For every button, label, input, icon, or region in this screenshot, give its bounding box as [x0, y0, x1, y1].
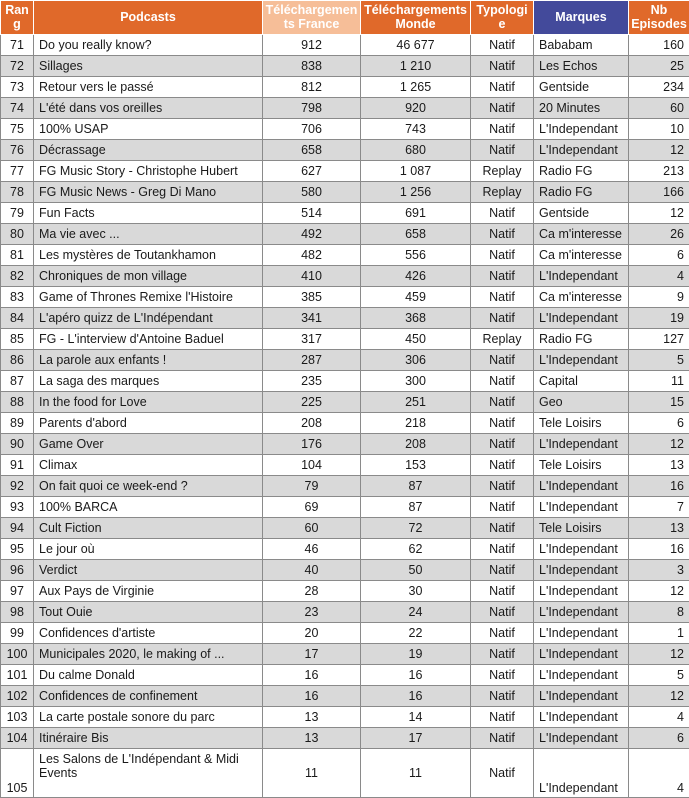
cell-dl_fr: 385 — [263, 287, 361, 308]
cell-marque: Tele Loisirs — [534, 455, 629, 476]
cell-podcast: Sillages — [34, 56, 263, 77]
cell-podcast: Game Over — [34, 434, 263, 455]
cell-marque: L'Independant — [534, 119, 629, 140]
cell-typologie: Natif — [471, 287, 534, 308]
table-row[interactable] — [1, 203, 689, 224]
cell-episodes: 127 — [629, 329, 689, 350]
table-row[interactable] — [1, 182, 689, 203]
cell-dl_fr: 838 — [263, 56, 361, 77]
cell-dl_monde: 251 — [361, 392, 471, 413]
cell-marque: Ca m'interesse — [534, 287, 629, 308]
cell-typologie: Natif — [471, 77, 534, 98]
cell-dl_fr: 341 — [263, 308, 361, 329]
cell-marque: 20 Minutes — [534, 98, 629, 119]
cell-typologie: Natif — [471, 728, 534, 749]
table-row[interactable] — [1, 476, 689, 497]
cell-podcast: La saga des marques — [34, 371, 263, 392]
cell-episodes: 25 — [629, 56, 689, 77]
cell-dl_monde: 306 — [361, 350, 471, 371]
table-row[interactable] — [1, 623, 689, 644]
cell-rang: 105 — [1, 749, 34, 798]
cell-marque: L'Independant — [534, 140, 629, 161]
cell-dl_monde: 46 677 — [361, 35, 471, 56]
cell-rang: 74 — [1, 98, 34, 119]
table-row[interactable] — [1, 518, 689, 539]
cell-episodes: 166 — [629, 182, 689, 203]
cell-rang: 86 — [1, 350, 34, 371]
cell-dl_monde: 1 256 — [361, 182, 471, 203]
cell-episodes: 4 — [629, 266, 689, 287]
table-row[interactable] — [1, 245, 689, 266]
cell-marque: L'Independant — [534, 623, 629, 644]
cell-podcast: Aux Pays de Virginie — [34, 581, 263, 602]
cell-marque: Gentside — [534, 203, 629, 224]
cell-dl_fr: 580 — [263, 182, 361, 203]
cell-marque: Capital — [534, 371, 629, 392]
cell-dl_monde: 17 — [361, 728, 471, 749]
cell-rang: 72 — [1, 56, 34, 77]
cell-dl_fr: 28 — [263, 581, 361, 602]
cell-episodes: 13 — [629, 455, 689, 476]
cell-typologie: Natif — [471, 413, 534, 434]
cell-rang: 73 — [1, 77, 34, 98]
cell-podcast: Game of Thrones Remixe l'Histoire — [34, 287, 263, 308]
cell-typologie: Replay — [471, 329, 534, 350]
cell-dl_fr: 208 — [263, 413, 361, 434]
cell-podcast: Les Salons de L'Indépendant & Midi Events — [34, 749, 263, 798]
cell-rang: 103 — [1, 707, 34, 728]
cell-marque: L'Independant — [534, 350, 629, 371]
cell-typologie: Natif — [471, 497, 534, 518]
cell-dl_monde: 368 — [361, 308, 471, 329]
cell-episodes: 13 — [629, 518, 689, 539]
cell-typologie: Natif — [471, 518, 534, 539]
cell-dl_monde: 14 — [361, 707, 471, 728]
cell-dl_fr: 46 — [263, 539, 361, 560]
cell-episodes: 12 — [629, 434, 689, 455]
cell-episodes: 6 — [629, 728, 689, 749]
cell-rang: 92 — [1, 476, 34, 497]
cell-typologie: Natif — [471, 308, 534, 329]
cell-podcast: Ma vie avec ... — [34, 224, 263, 245]
cell-marque: L'Independant — [534, 749, 629, 798]
cell-marque: L'Independant — [534, 728, 629, 749]
table-row[interactable] — [1, 119, 689, 140]
cell-episodes: 3 — [629, 560, 689, 581]
cell-marque: Les Echos — [534, 56, 629, 77]
cell-dl_monde: 11 — [361, 749, 471, 798]
cell-podcast: Itinéraire Bis — [34, 728, 263, 749]
table-row[interactable] — [1, 224, 689, 245]
cell-rang: 81 — [1, 245, 34, 266]
cell-podcast: Du calme Donald — [34, 665, 263, 686]
cell-marque: Ca m'interesse — [534, 224, 629, 245]
cell-episodes: 16 — [629, 539, 689, 560]
cell-episodes: 8 — [629, 602, 689, 623]
cell-marque: Tele Loisirs — [534, 413, 629, 434]
cell-dl_monde: 153 — [361, 455, 471, 476]
cell-rang: 99 — [1, 623, 34, 644]
cell-podcast: La carte postale sonore du parc — [34, 707, 263, 728]
cell-podcast: Verdict — [34, 560, 263, 581]
cell-dl_monde: 691 — [361, 203, 471, 224]
cell-typologie: Natif — [471, 686, 534, 707]
cell-dl_monde: 16 — [361, 665, 471, 686]
cell-rang: 77 — [1, 161, 34, 182]
cell-rang: 76 — [1, 140, 34, 161]
column-header-marques[interactable]: Marques — [534, 1, 629, 35]
cell-dl_monde: 87 — [361, 476, 471, 497]
cell-dl_fr: 23 — [263, 602, 361, 623]
cell-episodes: 16 — [629, 476, 689, 497]
cell-dl_monde: 680 — [361, 140, 471, 161]
cell-rang: 90 — [1, 434, 34, 455]
cell-rang: 84 — [1, 308, 34, 329]
cell-podcast: Cult Fiction — [34, 518, 263, 539]
cell-podcast: Municipales 2020, le making of ... — [34, 644, 263, 665]
cell-podcast: In the food for Love — [34, 392, 263, 413]
cell-rang: 83 — [1, 287, 34, 308]
table-header — [1, 1, 689, 35]
table-row[interactable] — [1, 455, 689, 476]
cell-marque: L'Independant — [534, 539, 629, 560]
table-row[interactable] — [1, 98, 689, 119]
cell-dl_fr: 60 — [263, 518, 361, 539]
cell-episodes: 4 — [629, 707, 689, 728]
cell-marque: L'Independant — [534, 581, 629, 602]
cell-dl_fr: 69 — [263, 497, 361, 518]
table-row[interactable] — [1, 392, 689, 413]
cell-marque: L'Independant — [534, 266, 629, 287]
cell-dl_monde: 920 — [361, 98, 471, 119]
cell-dl_monde: 1 087 — [361, 161, 471, 182]
cell-dl_fr: 13 — [263, 707, 361, 728]
cell-dl_monde: 24 — [361, 602, 471, 623]
cell-dl_monde: 22 — [361, 623, 471, 644]
table-row[interactable] — [1, 287, 689, 308]
cell-typologie: Replay — [471, 182, 534, 203]
cell-typologie: Replay — [471, 161, 534, 182]
cell-rang: 97 — [1, 581, 34, 602]
table-row[interactable] — [1, 266, 689, 287]
cell-marque: Radio FG — [534, 161, 629, 182]
cell-episodes: 26 — [629, 224, 689, 245]
cell-episodes: 6 — [629, 245, 689, 266]
cell-dl_fr: 40 — [263, 560, 361, 581]
cell-dl_monde: 19 — [361, 644, 471, 665]
cell-dl_monde: 556 — [361, 245, 471, 266]
cell-dl_fr: 482 — [263, 245, 361, 266]
cell-podcast: Fun Facts — [34, 203, 263, 224]
cell-podcast: FG - L'interview d'Antoine Baduel — [34, 329, 263, 350]
cell-typologie: Natif — [471, 35, 534, 56]
cell-podcast: Climax — [34, 455, 263, 476]
cell-dl_monde: 1 210 — [361, 56, 471, 77]
cell-rang: 93 — [1, 497, 34, 518]
cell-dl_monde: 30 — [361, 581, 471, 602]
cell-dl_fr: 317 — [263, 329, 361, 350]
cell-dl_monde: 218 — [361, 413, 471, 434]
cell-episodes: 19 — [629, 308, 689, 329]
cell-dl_fr: 912 — [263, 35, 361, 56]
cell-podcast: La parole aux enfants ! — [34, 350, 263, 371]
cell-dl_fr: 235 — [263, 371, 361, 392]
cell-rang: 78 — [1, 182, 34, 203]
cell-dl_fr: 798 — [263, 98, 361, 119]
cell-typologie: Natif — [471, 707, 534, 728]
cell-rang: 104 — [1, 728, 34, 749]
cell-episodes: 234 — [629, 77, 689, 98]
column-header-downloads-france[interactable]: Téléchargements France — [263, 1, 361, 35]
cell-rang: 87 — [1, 371, 34, 392]
cell-marque: L'Independant — [534, 434, 629, 455]
cell-dl_monde: 1 265 — [361, 77, 471, 98]
cell-dl_monde: 300 — [361, 371, 471, 392]
cell-marque: L'Independant — [534, 644, 629, 665]
table-row[interactable] — [1, 728, 689, 749]
cell-marque: L'Independant — [534, 707, 629, 728]
cell-typologie: Natif — [471, 434, 534, 455]
cell-dl_fr: 176 — [263, 434, 361, 455]
column-header-nb-episodes[interactable]: Nb Episodes — [629, 1, 689, 35]
cell-dl_fr: 11 — [263, 749, 361, 798]
table-row[interactable] — [1, 329, 689, 350]
table-row[interactable] — [1, 308, 689, 329]
cell-episodes: 11 — [629, 371, 689, 392]
cell-typologie: Natif — [471, 455, 534, 476]
cell-podcast: 100% USAP — [34, 119, 263, 140]
cell-podcast: 100% BARCA — [34, 497, 263, 518]
cell-episodes: 160 — [629, 35, 689, 56]
cell-podcast: FG Music Story - Christophe Hubert — [34, 161, 263, 182]
cell-podcast: Chroniques de mon village — [34, 266, 263, 287]
cell-rang: 98 — [1, 602, 34, 623]
cell-typologie: Natif — [471, 224, 534, 245]
cell-typologie: Natif — [471, 140, 534, 161]
cell-dl_monde: 658 — [361, 224, 471, 245]
cell-typologie: Natif — [471, 266, 534, 287]
cell-marque: L'Independant — [534, 476, 629, 497]
cell-typologie: Natif — [471, 476, 534, 497]
cell-episodes: 12 — [629, 140, 689, 161]
cell-podcast: L'été dans vos oreilles — [34, 98, 263, 119]
cell-typologie: Natif — [471, 371, 534, 392]
cell-marque: Geo — [534, 392, 629, 413]
cell-dl_monde: 50 — [361, 560, 471, 581]
cell-dl_fr: 627 — [263, 161, 361, 182]
table-row[interactable] — [1, 707, 689, 728]
cell-typologie: Natif — [471, 665, 534, 686]
cell-rang: 82 — [1, 266, 34, 287]
column-header-podcasts[interactable]: Podcasts — [34, 1, 263, 35]
cell-rang: 100 — [1, 644, 34, 665]
cell-rang: 91 — [1, 455, 34, 476]
cell-typologie: Natif — [471, 623, 534, 644]
cell-episodes: 12 — [629, 581, 689, 602]
cell-rang: 101 — [1, 665, 34, 686]
table-row[interactable] — [1, 581, 689, 602]
cell-dl_monde: 743 — [361, 119, 471, 140]
cell-marque: Gentside — [534, 77, 629, 98]
cell-marque: L'Independant — [534, 665, 629, 686]
cell-marque: L'Independant — [534, 308, 629, 329]
cell-rang: 79 — [1, 203, 34, 224]
cell-episodes: 10 — [629, 119, 689, 140]
column-header-downloads-world[interactable]: Téléchargements Monde — [361, 1, 471, 35]
cell-episodes: 5 — [629, 350, 689, 371]
cell-episodes: 15 — [629, 392, 689, 413]
table-row[interactable] — [1, 497, 689, 518]
cell-dl_fr: 13 — [263, 728, 361, 749]
cell-episodes: 7 — [629, 497, 689, 518]
cell-typologie: Natif — [471, 539, 534, 560]
table-row[interactable] — [1, 665, 689, 686]
cell-podcast: Do you really know? — [34, 35, 263, 56]
cell-dl_fr: 706 — [263, 119, 361, 140]
cell-dl_monde: 16 — [361, 686, 471, 707]
cell-dl_fr: 20 — [263, 623, 361, 644]
table-row[interactable] — [1, 539, 689, 560]
cell-dl_monde: 87 — [361, 497, 471, 518]
cell-rang: 95 — [1, 539, 34, 560]
cell-typologie: Natif — [471, 203, 534, 224]
cell-dl_monde: 450 — [361, 329, 471, 350]
cell-rang: 89 — [1, 413, 34, 434]
table-header-row — [1, 1, 689, 35]
cell-dl_monde: 72 — [361, 518, 471, 539]
cell-typologie: Natif — [471, 350, 534, 371]
cell-marque: L'Independant — [534, 497, 629, 518]
cell-dl_fr: 225 — [263, 392, 361, 413]
cell-marque: Radio FG — [534, 182, 629, 203]
cell-dl_fr: 514 — [263, 203, 361, 224]
cell-dl_monde: 426 — [361, 266, 471, 287]
cell-podcast: Parents d'abord — [34, 413, 263, 434]
cell-marque: Tele Loisirs — [534, 518, 629, 539]
cell-podcast: Le jour où — [34, 539, 263, 560]
cell-rang: 94 — [1, 518, 34, 539]
cell-marque: Ca m'interesse — [534, 245, 629, 266]
cell-episodes: 12 — [629, 686, 689, 707]
cell-rang: 85 — [1, 329, 34, 350]
cell-episodes: 9 — [629, 287, 689, 308]
cell-podcast: FG Music News - Greg Di Mano — [34, 182, 263, 203]
table-row[interactable] — [1, 350, 689, 371]
cell-dl_fr: 79 — [263, 476, 361, 497]
cell-dl_fr: 812 — [263, 77, 361, 98]
cell-podcast: Décrassage — [34, 140, 263, 161]
cell-typologie: Natif — [471, 644, 534, 665]
table-row[interactable] — [1, 56, 689, 77]
cell-episodes: 6 — [629, 413, 689, 434]
cell-rang: 96 — [1, 560, 34, 581]
cell-rang: 71 — [1, 35, 34, 56]
cell-podcast: On fait quoi ce week-end ? — [34, 476, 263, 497]
cell-rang: 102 — [1, 686, 34, 707]
cell-rang: 80 — [1, 224, 34, 245]
cell-marque: L'Independant — [534, 560, 629, 581]
cell-podcast: Confidences de confinement — [34, 686, 263, 707]
cell-dl_fr: 287 — [263, 350, 361, 371]
cell-dl_fr: 658 — [263, 140, 361, 161]
cell-rang: 75 — [1, 119, 34, 140]
cell-episodes: 5 — [629, 665, 689, 686]
table-row[interactable] — [1, 560, 689, 581]
cell-dl_fr: 17 — [263, 644, 361, 665]
cell-typologie: Natif — [471, 602, 534, 623]
cell-podcast: Tout Ouie — [34, 602, 263, 623]
table-row[interactable] — [1, 749, 689, 798]
table-row[interactable] — [1, 77, 689, 98]
cell-episodes: 213 — [629, 161, 689, 182]
column-header-rang[interactable]: Rang — [1, 1, 34, 35]
cell-marque: Radio FG — [534, 329, 629, 350]
cell-rang: 88 — [1, 392, 34, 413]
cell-dl_monde: 62 — [361, 539, 471, 560]
cell-typologie: Natif — [471, 560, 534, 581]
cell-dl_fr: 16 — [263, 686, 361, 707]
cell-marque: Bababam — [534, 35, 629, 56]
cell-episodes: 12 — [629, 644, 689, 665]
cell-dl_fr: 16 — [263, 665, 361, 686]
table-row[interactable] — [1, 434, 689, 455]
cell-typologie: Natif — [471, 392, 534, 413]
table-row[interactable] — [1, 371, 689, 392]
cell-marque: L'Independant — [534, 602, 629, 623]
cell-dl_fr: 492 — [263, 224, 361, 245]
cell-podcast: L'apéro quizz de L'Indépendant — [34, 308, 263, 329]
cell-typologie: Natif — [471, 98, 534, 119]
cell-typologie: Natif — [471, 119, 534, 140]
table-row[interactable] — [1, 602, 689, 623]
table-row[interactable] — [1, 35, 689, 56]
table-row[interactable] — [1, 413, 689, 434]
cell-typologie: Natif — [471, 749, 534, 798]
table-row[interactable] — [1, 644, 689, 665]
cell-podcast: Les mystères de Toutankhamon — [34, 245, 263, 266]
cell-typologie: Natif — [471, 56, 534, 77]
column-header-typologie[interactable]: Typologie — [471, 1, 534, 35]
table-body — [1, 35, 689, 798]
cell-episodes: 60 — [629, 98, 689, 119]
cell-typologie: Natif — [471, 581, 534, 602]
cell-typologie: Natif — [471, 245, 534, 266]
cell-dl_monde: 459 — [361, 287, 471, 308]
cell-dl_fr: 410 — [263, 266, 361, 287]
cell-podcast: Confidences d'artiste — [34, 623, 263, 644]
table-row[interactable] — [1, 686, 689, 707]
cell-dl_monde: 208 — [361, 434, 471, 455]
cell-episodes: 1 — [629, 623, 689, 644]
cell-episodes: 4 — [629, 749, 689, 798]
cell-dl_fr: 104 — [263, 455, 361, 476]
cell-marque: L'Independant — [534, 686, 629, 707]
table-row[interactable] — [1, 140, 689, 161]
cell-episodes: 12 — [629, 203, 689, 224]
table-row[interactable] — [1, 161, 689, 182]
cell-podcast: Retour vers le passé — [34, 77, 263, 98]
